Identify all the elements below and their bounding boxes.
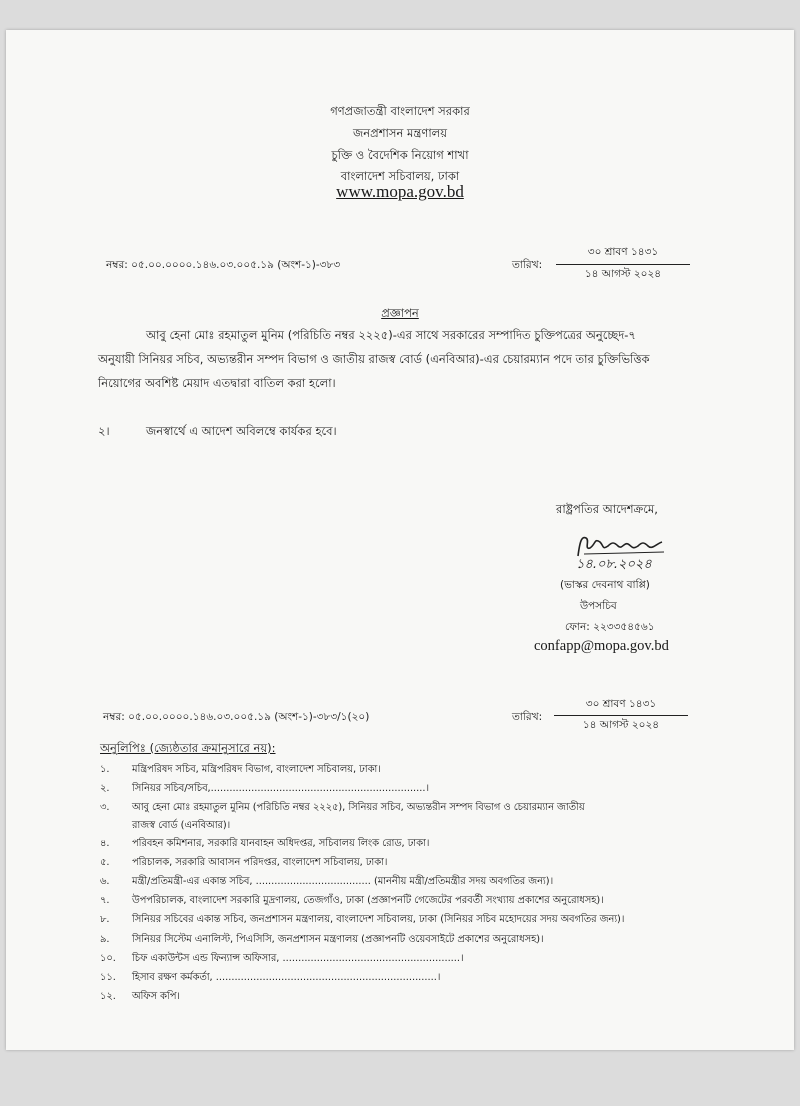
memo-date-label: তারিখ:	[512, 259, 543, 271]
copy-memo-date-label: তারিখ:	[512, 711, 543, 723]
cc-item-text: সিনিয়র সচিব/সচিব,.....................................................................।	[132, 783, 430, 795]
cc-item-text: সিনিয়র সচিবের একান্ত সচিব, জনপ্রশাসন মন্ত্রণালয়, বাংলাদেশ সচিবালয়, ঢাকা (সিনিয়র সচিব মহোদয়ের সদয় অবগতির জন্য)।	[132, 914, 625, 926]
cc-item	[100, 760, 720, 779]
cc-item-number: ৮.	[100, 914, 110, 926]
signatory-email[interactable]: confapp@mopa.gov.bd	[534, 638, 669, 654]
cc-item-number: ১০.	[100, 952, 116, 964]
cc-item-text: অফিস কপি।	[132, 991, 180, 1003]
signatory-phone: ফোন: ২২৩৩৫৪৫৬১	[565, 621, 655, 633]
cc-title: অনুলিপিঃ (জ্যেষ্ঠতার ক্রমানুসারে নয়):	[100, 741, 276, 755]
notice-title: প্রজ্ঞাপন	[381, 306, 419, 320]
signatory-designation: উপসচিব	[580, 600, 617, 612]
cc-item-text: সিনিয়র সিস্টেম এনালিস্ট, পিএসিসি, জনপ্রশাসন মন্ত্রণালয় (প্রজ্ঞাপনটি ওয়েবসাইটে প্রকাশের অনুরোধসহ)।	[132, 933, 544, 945]
memo-date-gregorian: ১৪ আগস্ট ২০২৪	[584, 268, 662, 280]
paragraph2-number: ২।	[98, 424, 110, 438]
cc-list	[100, 760, 720, 1006]
cc-item-number: ৩.	[100, 802, 110, 814]
cc-item-number: ২.	[100, 783, 110, 795]
cc-item-number: ১২.	[100, 991, 116, 1003]
cc-item	[100, 930, 720, 949]
cc-item-text: আবু হেনা মোঃ রহমাতুল মুনিম (পরিচিতি নম্বর ২২২৫), সিনিয়র সচিব, অভ্যন্তরীন সম্পদ বিভাগ ও চেয়ারম্যান জাতীয়	[132, 802, 585, 814]
cc-item-number: ৯.	[100, 933, 110, 945]
paragraph1-line2: অনুযায়ী সিনিয়র সচিব, অভ্যন্তরীন সম্পদ বিভাগ ও জাতীয় রাজস্ব বোর্ড (এনবিআর)-এর চেয়ারম্যান পদে তার চুক্তিভিত্তিক	[98, 352, 650, 366]
cc-item	[100, 949, 720, 968]
cc-item-number: ১.	[100, 764, 110, 775]
cc-item	[100, 987, 720, 1006]
paragraph2-text: জনস্বার্থে এ আদেশ অবিলম্বে কার্যকর হবে।	[146, 424, 337, 438]
cc-item	[100, 779, 720, 798]
header-govt: গণপ্রজাতন্ত্রী বাংলাদেশ সরকার	[330, 104, 470, 118]
date-divider	[556, 264, 690, 265]
header-ministry: জনপ্রশাসন মন্ত্রণালয়	[353, 126, 447, 140]
cc-item	[100, 872, 720, 891]
header-website-link[interactable]: www.mopa.gov.bd	[336, 182, 464, 201]
cc-item-number: ৫.	[100, 856, 110, 868]
memo-number: নম্বর: ০৫.০০.০০০০.১৪৬.০৩.০০৫.১৯ (অংশ-১)-৩৮৩	[106, 259, 341, 271]
signature-date: ১৪.০৮.২০২৪	[576, 557, 652, 572]
cc-item-text: মন্ত্রী/প্রতিমন্ত্রী-এর একান্ত সচিব, ..................................... (মাননীয় মন্ত্রী/প্রতিমন্ত্রীর সদয় অবগতির জন্য)।	[132, 875, 554, 887]
cc-item-continuation	[100, 818, 720, 834]
cc-item-number: ৬.	[100, 875, 110, 887]
cc-item-text-continued: রাজস্ব বোর্ড (এনবিআর)।	[132, 819, 231, 831]
cc-item-text: পরিবহন কমিশনার, সরকারি যানবাহন অধিদপ্তর, সচিবালয় লিংক রোড, ঢাকা।	[132, 837, 430, 849]
cc-item	[100, 910, 720, 929]
cc-item-number: ৪.	[100, 837, 110, 849]
signatory-name: (ভাস্কর দেবনাথ বাপ্পি)	[560, 579, 650, 591]
cc-item	[100, 891, 720, 910]
header-location: বাংলাদেশ সচিবালয়, ঢাকা	[340, 169, 460, 183]
copy-date-divider	[554, 715, 688, 716]
cc-item-number: ১১.	[100, 971, 116, 983]
cc-item-text: চিফ একাউন্টস এন্ড ফিন্যান্স অফিসার, .........................................................।	[132, 952, 464, 964]
header-branch: চুক্তি ও বৈদেশিক নিয়োগ শাখা	[331, 148, 469, 162]
paragraph1-line1: আবু হেনা মোঃ রহমাতুল মুনিম (পরিচিতি নম্বর ২২২৫)-এর সাথে সরকারের সম্পাদিত চুক্তিপত্রের অনুচ্ছেদ-৭	[146, 328, 636, 342]
cc-item-text: হিসাব রক্ষণ কর্মকর্তা, .......................................................................।	[132, 971, 441, 983]
cc-item	[100, 798, 720, 817]
cc-item	[100, 853, 720, 872]
paragraph1-line3: নিয়োগের অবশিষ্ট মেয়াদ এতদ্বারা বাতিল করা হলো।	[98, 376, 336, 390]
cc-item-number: ৭.	[100, 895, 110, 907]
cc-item	[100, 968, 720, 987]
cc-item-text: উপপরিচালক, বাংলাদেশ সরকারি মুদ্রণালয়, তেজগাঁও, ঢাকা (প্রজ্ঞাপনটি গেজেটের পরবর্তী সংখ্যায় প্রকাশের অনুরোধসহ)।	[132, 895, 604, 907]
cc-item-text: মন্ত্রিপরিষদ সচিব, মন্ত্রিপরিষদ বিভাগ, বাংলাদেশ সচিবালয়, ঢাকা।	[132, 764, 381, 775]
cc-item	[100, 834, 720, 853]
by-order-text: রাষ্ট্রপতির আদেশক্রমে,	[556, 502, 658, 516]
cc-item-text: পরিচালক, সরকারি আবাসন পরিদপ্তর, বাংলাদেশ সচিবালয়, ঢাকা।	[132, 856, 388, 868]
copy-memo-date-gregorian: ১৪ আগস্ট ২০২৪	[582, 719, 660, 731]
memo-date-bangla: ৩০ শ্রাবণ ১৪৩১	[587, 246, 659, 258]
copy-memo-date-bangla: ৩০ শ্রাবণ ১৪৩১	[585, 698, 657, 710]
copy-memo-number: নম্বর: ০৫.০০.০০০০.১৪৬.০৩.০০৫.১৯ (অংশ-১)-৩৮৩/১(২০)	[103, 711, 370, 723]
